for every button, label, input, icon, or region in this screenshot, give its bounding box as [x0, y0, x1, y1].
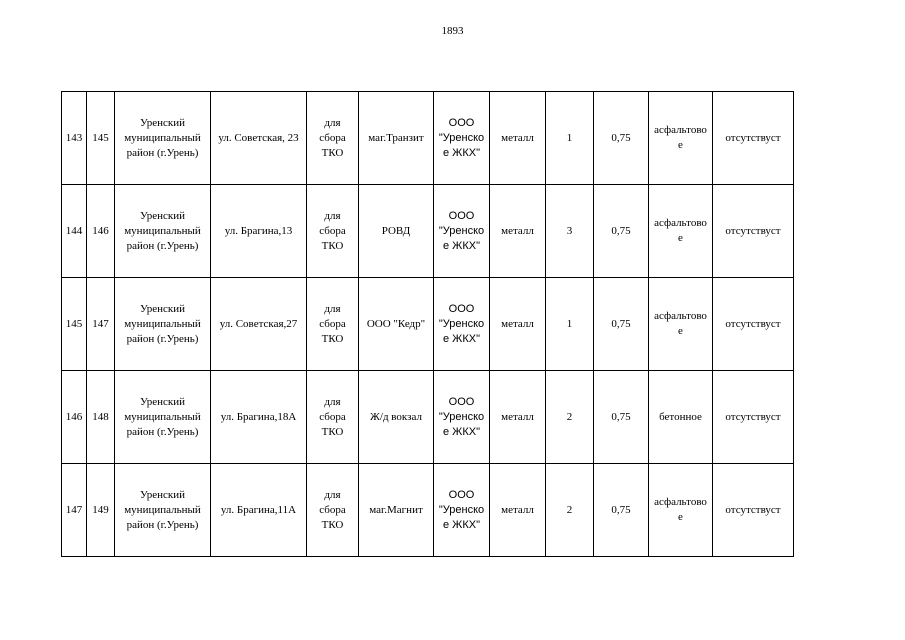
table-body — [62, 92, 794, 557]
district-cell-line: муниципальный — [124, 131, 201, 144]
table-row — [62, 278, 794, 371]
surface-cell-line: е — [678, 325, 683, 337]
purpose-cell-line: ТКО — [321, 332, 344, 345]
table-row — [62, 464, 794, 557]
district-cell-line: муниципальный — [124, 503, 201, 516]
volume-cell: 0,75 — [594, 185, 649, 278]
object-cell: РОВД — [359, 185, 434, 278]
owner-cell — [434, 185, 490, 278]
owner-cell-line: е ЖКХ" — [443, 332, 480, 345]
district-cell-line: Уренский — [139, 302, 186, 315]
purpose-cell-line: сбора — [319, 131, 346, 144]
volume-cell: 0,75 — [594, 92, 649, 185]
address-cell: ул. Советская,27 — [211, 278, 307, 371]
purpose-cell — [307, 371, 359, 464]
district-cell-line: Уренский — [139, 395, 186, 408]
owner-cell-line: "Уренско — [438, 503, 485, 516]
purpose-cell — [307, 92, 359, 185]
district-cell-line: Уренский — [139, 488, 186, 501]
page-number: 1893 — [441, 25, 464, 37]
purpose-cell — [307, 464, 359, 557]
object-cell: маг.Транзит — [359, 92, 434, 185]
owner-cell — [434, 464, 490, 557]
surface-cell-line: е — [678, 139, 683, 151]
count-cell: 3 — [546, 185, 594, 278]
material-cell: металл — [490, 185, 546, 278]
owner-cell-line: "Уренско — [438, 317, 485, 330]
surface-cell — [649, 278, 713, 371]
purpose-cell-line: для — [324, 488, 341, 501]
purpose-cell-line: для — [324, 116, 341, 129]
district-cell — [115, 278, 211, 371]
purpose-cell-line: для — [324, 395, 341, 408]
surface-cell — [649, 371, 713, 464]
district-cell-line: район (г.Урень) — [126, 239, 199, 252]
surface-cell-line: асфальтово — [654, 217, 707, 229]
count-cell: 1 — [546, 92, 594, 185]
owner-cell — [434, 371, 490, 464]
purpose-cell-line: сбора — [319, 410, 346, 423]
district-cell — [115, 92, 211, 185]
surface-cell — [649, 464, 713, 557]
surface-cell-line: асфальтово — [654, 124, 707, 136]
owner-cell-line: ООО — [448, 395, 475, 408]
volume-cell: 0,75 — [594, 371, 649, 464]
surface-cell-line: бетонное — [659, 410, 702, 423]
row-number-cell: 147 — [62, 464, 87, 557]
row-number-cell: 143 — [62, 92, 87, 185]
district-cell-line: муниципальный — [124, 224, 201, 237]
address-cell: ул. Брагина,18А — [211, 371, 307, 464]
district-cell-line: район (г.Урень) — [126, 332, 199, 345]
owner-cell-line: ООО — [448, 302, 475, 315]
volume-cell: 0,75 — [594, 278, 649, 371]
district-cell — [115, 185, 211, 278]
address-cell: ул. Советская, 23 — [211, 92, 307, 185]
purpose-cell-line: для — [324, 302, 341, 315]
district-cell-line: Уренский — [139, 209, 186, 222]
surface-cell — [649, 185, 713, 278]
surface-cell-line: е — [678, 232, 683, 244]
owner-cell-line: ООО — [448, 116, 475, 129]
district-cell-line: район (г.Урень) — [126, 518, 199, 531]
owner-cell-line: "Уренско — [438, 131, 485, 144]
material-cell: металл — [490, 92, 546, 185]
district-cell-line: район (г.Урень) — [126, 425, 199, 438]
surface-cell-line: асфальтово — [654, 496, 707, 508]
count-cell: 1 — [546, 278, 594, 371]
purpose-cell-line: сбора — [319, 224, 346, 237]
owner-cell-line: е ЖКХ" — [443, 518, 480, 531]
table-row — [62, 92, 794, 185]
row-number-cell: 145 — [62, 278, 87, 371]
row-number-cell: 144 — [62, 185, 87, 278]
object-cell: маг.Магнит — [359, 464, 434, 557]
owner-cell — [434, 278, 490, 371]
site-id-cell: 146 — [87, 185, 115, 278]
material-cell: металл — [490, 464, 546, 557]
site-id-cell: 149 — [87, 464, 115, 557]
fence-cell: отсутствуст — [713, 92, 794, 185]
owner-cell-line: е ЖКХ" — [443, 239, 480, 252]
fence-cell: отсутствуст — [713, 185, 794, 278]
owner-cell-line: е ЖКХ" — [443, 146, 480, 159]
district-cell-line: район (г.Урень) — [126, 146, 199, 159]
material-cell: металл — [490, 278, 546, 371]
purpose-cell-line: ТКО — [321, 239, 344, 252]
table-row — [62, 185, 794, 278]
purpose-cell-line: для — [324, 209, 341, 222]
surface-cell-line: е — [678, 511, 683, 523]
district-cell — [115, 371, 211, 464]
material-cell: металл — [490, 371, 546, 464]
purpose-cell-line: сбора — [319, 503, 346, 516]
fence-cell: отсутствуст — [713, 464, 794, 557]
purpose-cell-line: ТКО — [321, 425, 344, 438]
owner-cell-line: "Уренско — [438, 410, 485, 423]
purpose-cell-line: ТКО — [321, 146, 344, 159]
volume-cell: 0,75 — [594, 464, 649, 557]
owner-cell-line: ООО — [448, 209, 475, 222]
fence-cell: отсутствуст — [713, 278, 794, 371]
district-cell-line: муниципальный — [124, 317, 201, 330]
waste-sites-table — [61, 91, 794, 557]
count-cell: 2 — [546, 371, 594, 464]
site-id-cell: 148 — [87, 371, 115, 464]
purpose-cell — [307, 185, 359, 278]
surface-cell-line: асфальтово — [654, 310, 707, 322]
purpose-cell-line: сбора — [319, 317, 346, 330]
owner-cell-line: е ЖКХ" — [443, 425, 480, 438]
owner-cell-line: ООО — [448, 488, 475, 501]
purpose-cell-line: ТКО — [321, 518, 344, 531]
district-cell-line: муниципальный — [124, 410, 201, 423]
owner-cell-line: "Уренско — [438, 224, 485, 237]
address-cell: ул. Брагина,13 — [211, 185, 307, 278]
row-number-cell: 146 — [62, 371, 87, 464]
fence-cell: отсутствуст — [713, 371, 794, 464]
purpose-cell — [307, 278, 359, 371]
table-row — [62, 371, 794, 464]
surface-cell — [649, 92, 713, 185]
object-cell: ООО "Кедр" — [359, 278, 434, 371]
address-cell: ул. Брагина,11А — [211, 464, 307, 557]
site-id-cell: 147 — [87, 278, 115, 371]
owner-cell — [434, 92, 490, 185]
count-cell: 2 — [546, 464, 594, 557]
district-cell-line: Уренский — [139, 116, 186, 129]
district-cell — [115, 464, 211, 557]
site-id-cell: 145 — [87, 92, 115, 185]
object-cell: Ж/д вокзал — [359, 371, 434, 464]
